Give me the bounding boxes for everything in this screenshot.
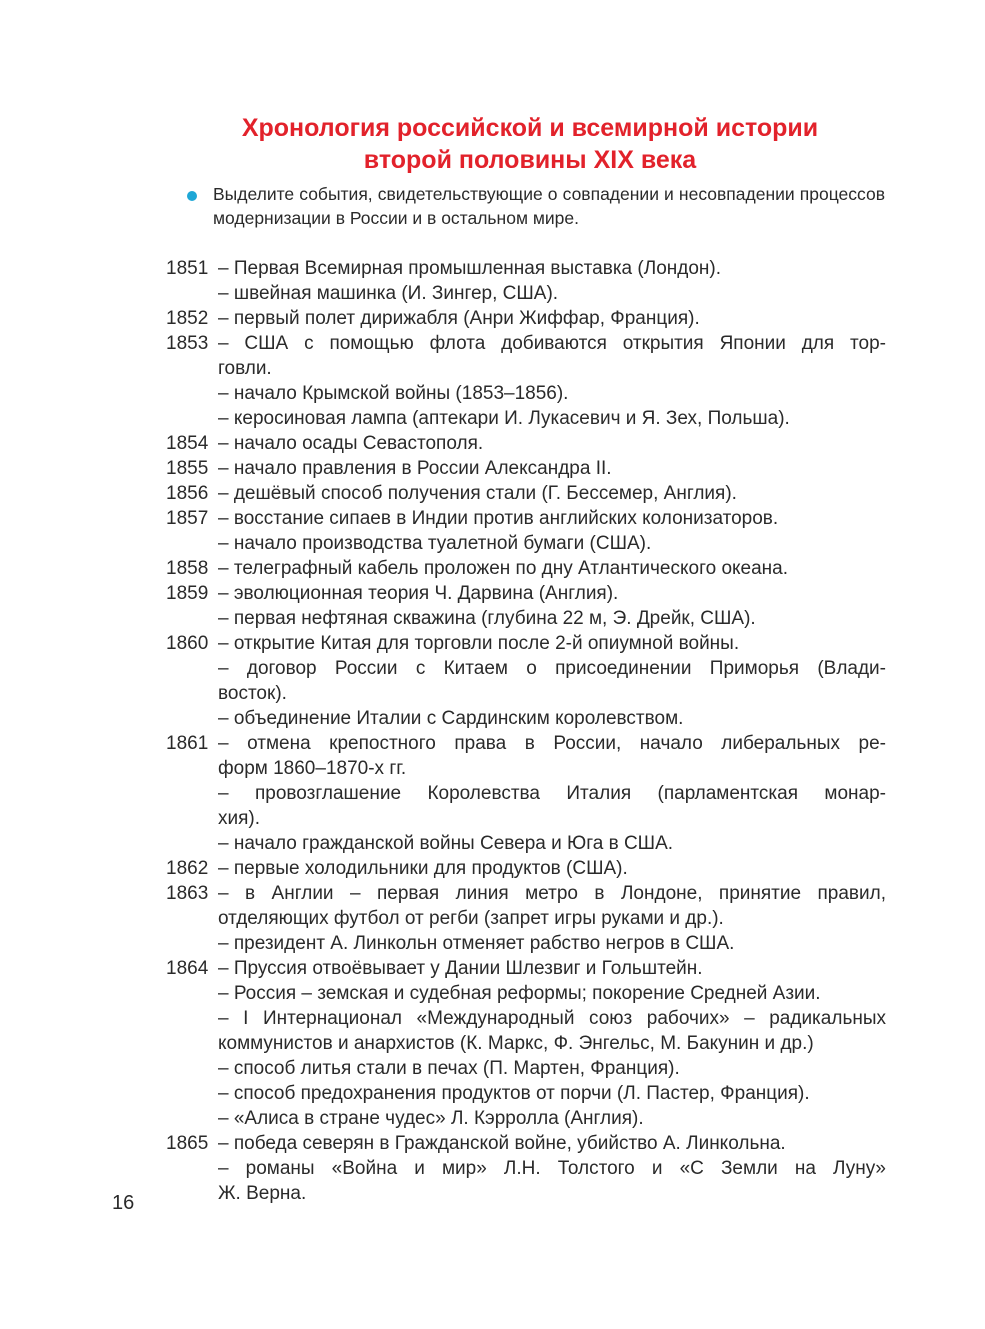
event-line: – США с помощью флота добиваются открытия Японии для тор-	[218, 333, 886, 354]
entry-year: 1855	[166, 458, 209, 479]
entry-year: 1860	[166, 633, 209, 654]
entry-year: 1854	[166, 433, 209, 454]
chronology-entry	[166, 331, 886, 431]
event-line: отделяющих футбол от регби (запрет игры руками и др.).	[218, 908, 724, 929]
chronology-entry	[166, 581, 886, 631]
chronology-entry	[166, 881, 886, 956]
chronology-entry	[166, 956, 886, 1131]
event-line: – начало осады Севастополя.	[218, 433, 484, 454]
entry-events	[218, 731, 886, 856]
event-line: хия).	[218, 808, 261, 829]
event-line: – Первая Всемирная промышленная выставка (Лондон).	[218, 258, 721, 279]
chronology-entry	[166, 856, 886, 881]
event-line: – начало правления в России Александра II.	[218, 458, 612, 479]
event-line: – швейная машинка (И. Зингер, США).	[218, 283, 559, 304]
event-line: – керосиновая лампа (аптекари И. Лукасевич и Я. Зех, Польша).	[218, 408, 790, 429]
entry-events	[218, 331, 886, 431]
event-line: восток).	[218, 683, 287, 704]
chronology-entry	[166, 631, 886, 731]
event-line: – первый полет дирижабля (Анри Жиффар, Франция).	[218, 308, 700, 329]
entry-events	[218, 556, 886, 581]
entry-year: 1851	[166, 258, 209, 279]
entry-events	[218, 431, 886, 456]
entry-events	[218, 506, 886, 556]
entry-events	[218, 481, 886, 506]
event-line: – провозглашение Королевства Италия (парламентская монар-	[218, 783, 886, 804]
bullet-icon	[187, 191, 197, 201]
chronology-entry	[166, 731, 886, 856]
chronology-entry	[166, 256, 886, 306]
event-line: – открытие Китая для торговли после 2-й опиумной войны.	[218, 633, 740, 654]
event-line: – начало гражданской войны Севера и Юга в США.	[218, 833, 674, 854]
event-line: – способ литья стали в печах (П. Мартен, Франция).	[218, 1058, 680, 1079]
entry-year: 1861	[166, 733, 209, 754]
chronology-entry	[166, 481, 886, 506]
entry-year: 1856	[166, 483, 209, 504]
entry-year: 1858	[166, 558, 209, 579]
event-line: – победа северян в Гражданской войне, убийство А. Линкольна.	[218, 1133, 786, 1154]
entry-year: 1865	[166, 1133, 209, 1154]
chronology-entry	[166, 556, 886, 581]
event-line: – восстание сипаев в Индии против английских колонизаторов.	[218, 508, 779, 529]
event-line: – Пруссия отвоёвывает у Дании Шлезвиг и Гольштейн.	[218, 958, 703, 979]
page-title	[160, 112, 900, 176]
event-line: говли.	[218, 358, 272, 379]
event-line: – I Интернационал «Международный союз рабочих» – радикальных	[218, 1008, 886, 1029]
event-line: – первая нефтяная скважина (глубина 22 м, Э. Дрейк, США).	[218, 608, 756, 629]
entry-events	[218, 456, 886, 481]
event-line: – начало производства туалетной бумаги (США).	[218, 533, 652, 554]
chronology-entry	[166, 306, 886, 331]
event-line: – в Англии – первая линия метро в Лондоне, принятие правил,	[218, 883, 886, 904]
entry-year: 1857	[166, 508, 209, 529]
title-line-1: Хронология российской и всемирной истории	[241, 114, 819, 142]
event-line: – эволюционная теория Ч. Дарвина (Англия).	[218, 583, 619, 604]
event-line: – президент А. Линкольн отменяет рабство негров в США.	[218, 933, 735, 954]
entry-year: 1853	[166, 333, 209, 354]
entry-events	[218, 856, 886, 881]
event-line: – романы «Война и мир» Л.Н. Толстого и «С Земли на Луну»	[218, 1158, 886, 1179]
chronology-entry	[166, 1131, 886, 1206]
task-text: Выделите события, свидетельствующие о совпадении и несовпадении процессов модернизации в России и в остальном мире.	[213, 184, 885, 228]
event-line: – отмена крепостного права в России, начало либеральных ре-	[218, 733, 886, 754]
page-number: 16	[112, 1192, 135, 1214]
event-line: – объединение Италии с Сардинским королевством.	[218, 708, 684, 729]
title-line-2: второй половины XIX века	[363, 146, 697, 174]
chronology-entry	[166, 506, 886, 556]
entry-year: 1863	[166, 883, 209, 904]
event-line: – телеграфный кабель проложен по дну Атлантического океана.	[218, 558, 789, 579]
event-line: форм 1860–1870-х гг.	[218, 758, 407, 779]
chronology-list	[166, 256, 886, 1206]
entry-year: 1852	[166, 308, 209, 329]
entry-events	[218, 881, 886, 956]
entry-year: 1864	[166, 958, 209, 979]
entry-events	[218, 256, 886, 306]
event-line: – договор России с Китаем о присоединении Приморья (Влади-	[218, 658, 886, 679]
entry-events	[218, 581, 886, 631]
event-line: коммунистов и анархистов (К. Маркс, Ф. Энгельс, М. Бакунин и др.)	[218, 1033, 814, 1054]
event-line: – начало Крымской войны (1853–1856).	[218, 383, 569, 404]
chronology-entry	[166, 431, 886, 456]
event-line: – дешёвый способ получения стали (Г. Бессемер, Англия).	[218, 483, 737, 504]
entry-events	[218, 956, 886, 1131]
event-line: – «Алиса в стране чудес» Л. Кэрролла (Англия).	[218, 1108, 644, 1129]
event-line: – Россия – земская и судебная реформы; покорение Средней Азии.	[218, 983, 821, 1004]
event-line: – первые холодильники для продуктов (США).	[218, 858, 628, 879]
entry-year: 1859	[166, 583, 209, 604]
chronology-entry	[166, 456, 886, 481]
entry-events	[218, 631, 886, 731]
entry-events	[218, 1131, 886, 1206]
event-line: – способ предохранения продуктов от порчи (Л. Пастер, Франция).	[218, 1083, 810, 1104]
event-line: Ж. Верна.	[218, 1183, 307, 1204]
entry-year: 1862	[166, 858, 209, 879]
entry-events	[218, 306, 886, 331]
